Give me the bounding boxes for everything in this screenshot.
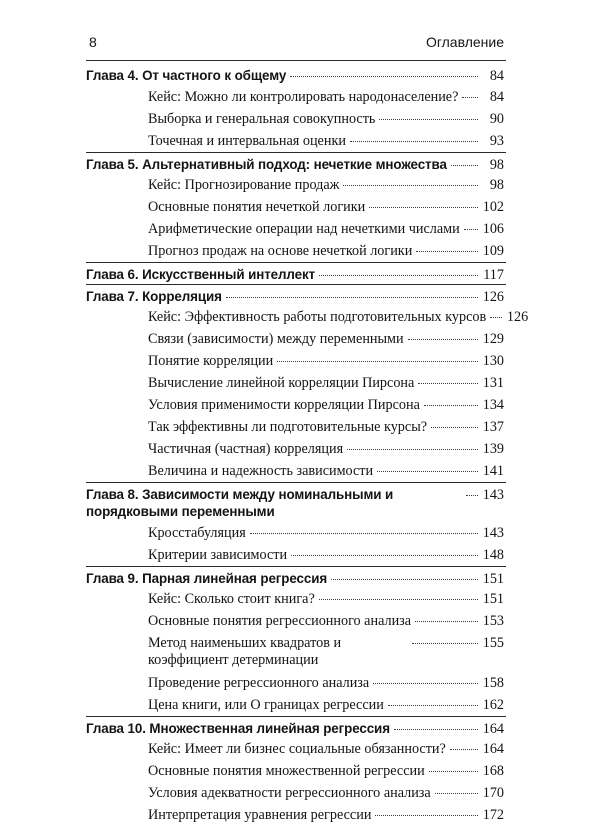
dot-leader [250, 532, 478, 534]
section-title: Критерии зависимости [148, 547, 288, 563]
page-ref: 130 [482, 353, 504, 369]
section-title: Кейс: Сколько стоит книга? [148, 591, 315, 607]
dot-leader [408, 338, 478, 340]
dot-leader [369, 206, 478, 208]
dot-leader [429, 770, 478, 772]
page-ref: 151 [482, 591, 504, 607]
toc-chapter-10[interactable] [86, 716, 506, 738]
toc-section[interactable] [86, 694, 506, 716]
toc-section[interactable] [86, 782, 506, 804]
toc-section[interactable] [86, 86, 506, 108]
toc-section[interactable] [86, 544, 506, 566]
toc-chapter-9[interactable] [86, 566, 506, 588]
page-ref: 164 [482, 721, 504, 737]
page-number: 8 [89, 34, 97, 50]
dot-leader [375, 814, 478, 816]
page-ref: 155 [482, 635, 504, 651]
page-ref: 93 [489, 133, 504, 149]
toc-section[interactable] [86, 130, 506, 152]
page-ref: 109 [482, 243, 504, 259]
dot-leader [343, 184, 478, 186]
section-title: Выборка и генеральная совокупность [148, 111, 376, 127]
page-ref: 137 [482, 419, 504, 435]
page-ref: 126 [482, 289, 504, 305]
page-ref: 102 [482, 199, 504, 215]
section-title: Основные понятия регрессионного анализа [148, 613, 412, 629]
section-title: Кейс: Можно ли контролировать народонаселение? [148, 89, 459, 105]
page-ref: 134 [482, 397, 504, 413]
toc-chapter-4[interactable] [86, 64, 506, 86]
section-title: Основные понятия множественной регрессии [148, 763, 425, 779]
dot-leader [350, 140, 478, 142]
dot-leader [431, 426, 478, 428]
toc-section[interactable] [86, 328, 506, 350]
chapter-title: Глава 7. Корреляция [86, 289, 222, 304]
chapter-title: Глава 5. Альтернативный подход: нечеткие множества [86, 157, 447, 172]
toc-section[interactable] [86, 372, 506, 394]
toc-section[interactable] [86, 632, 506, 672]
page-ref: 84 [489, 68, 504, 84]
toc-section[interactable] [86, 610, 506, 632]
dot-leader [464, 228, 478, 230]
page-ref: 162 [482, 697, 504, 713]
toc-chapter-8[interactable] [86, 482, 506, 522]
page-ref: 164 [482, 741, 504, 757]
section-title: Кейс: Имеет ли бизнес социальные обязанности? [148, 741, 446, 757]
toc-section[interactable] [86, 522, 506, 544]
toc-section[interactable] [86, 174, 506, 196]
toc-section[interactable] [86, 588, 506, 610]
section-title: Прогноз продаж на основе нечеткой логики [148, 243, 413, 259]
toc-section[interactable] [86, 218, 506, 240]
dot-leader [291, 554, 478, 556]
dot-leader [347, 448, 478, 450]
section-title: Метод наименьших квадратов и коэффициент детерминации [148, 635, 342, 668]
toc-section[interactable] [86, 240, 506, 262]
dot-leader [415, 620, 478, 622]
dot-leader [424, 404, 478, 406]
page-ref: 143 [482, 487, 504, 503]
section-title: Арифметические операции над нечеткими числами [148, 221, 460, 237]
dot-leader [466, 494, 478, 496]
section-title: Кейс: Прогнозирование продаж [148, 177, 340, 193]
page-ref: 117 [483, 267, 504, 283]
section-title: Вычисление линейной корреляции Пирсона [148, 375, 415, 391]
section-title: Так эффективны ли подготовительные курсы? [148, 419, 428, 435]
chapter-title: Глава 8. Зависимости между номинальными и порядковыми переменными [86, 487, 394, 519]
page-ref: 141 [482, 463, 504, 479]
dot-leader [226, 296, 478, 298]
page-ref: 129 [482, 331, 504, 347]
page-ref: 148 [482, 547, 504, 563]
toc-section[interactable] [86, 394, 506, 416]
chapter-title: Глава 4. От частного к общему [86, 68, 287, 83]
toc-section[interactable] [86, 760, 506, 782]
page-ref: 84 [489, 89, 504, 105]
chapter-title: Глава 6. Искусственный интеллект [86, 267, 316, 282]
section-title: Цена книги, или О границах регрессии [148, 697, 384, 713]
toc-chapter-7[interactable] [86, 284, 506, 306]
section-title: Связи (зависимости) между переменными [148, 331, 404, 347]
page-ref: 98 [489, 157, 504, 173]
dot-leader [373, 682, 478, 684]
page-ref: 172 [482, 807, 504, 823]
page-ref: 139 [482, 441, 504, 457]
section-title: Понятие корреляции [148, 353, 274, 369]
page-ref: 143 [482, 525, 504, 541]
dot-leader [379, 118, 478, 120]
section-title: Величина и надежность зависимости [148, 463, 374, 479]
section-title: Условия адекватности регрессионного анализа [148, 785, 431, 801]
dot-leader [394, 728, 478, 730]
section-title: Точечная и интервальная оценки [148, 133, 346, 149]
dot-leader [319, 274, 478, 276]
toc-section[interactable] [86, 350, 506, 372]
toc-section[interactable] [86, 672, 506, 694]
dot-leader [451, 164, 478, 166]
chapter-title: Глава 10. Множественная линейная регрессия [86, 721, 390, 736]
toc-section[interactable] [86, 196, 506, 218]
toc-section[interactable] [86, 416, 506, 438]
dot-leader [416, 250, 478, 252]
table-of-contents [86, 64, 529, 826]
section-title: Интерпретация уравнения регрессии [148, 807, 372, 823]
toc-section[interactable] [86, 804, 506, 826]
section-title: Оглавление [425, 34, 504, 50]
dot-leader [435, 792, 478, 794]
toc-section[interactable] [86, 108, 506, 130]
dot-leader [388, 704, 478, 706]
dot-leader [377, 470, 478, 472]
toc-chapter-6[interactable] [86, 262, 506, 284]
section-title: Проведение регрессионного анализа [148, 675, 370, 691]
page-ref: 90 [489, 111, 504, 127]
page-ref: 126 [506, 309, 529, 325]
page-ref: 158 [482, 675, 504, 691]
page-ref: 98 [489, 177, 504, 193]
section-title: Частичная (частная) корреляция [148, 441, 344, 457]
section-title: Кейс: Эффективность работы подготовительных курсов [148, 309, 487, 325]
running-head [86, 32, 506, 56]
header-divider [86, 60, 506, 61]
page-ref: 168 [482, 763, 504, 779]
chapter-title: Глава 9. Парная линейная регрессия [86, 571, 328, 586]
section-title: Кросстабуляция [148, 525, 246, 541]
dot-leader [462, 96, 478, 98]
page-ref: 153 [482, 613, 504, 629]
dot-leader [277, 360, 478, 362]
page-ref: 131 [482, 375, 504, 391]
toc-section[interactable] [86, 438, 506, 460]
section-title: Условия применимости корреляции Пирсона [148, 397, 420, 413]
toc-chapter-5[interactable] [86, 152, 506, 174]
dot-leader [412, 642, 478, 644]
section-title: Основные понятия нечеткой логики [148, 199, 366, 215]
dot-leader [331, 578, 478, 580]
page-ref: 106 [482, 221, 504, 237]
page-ref: 170 [482, 785, 504, 801]
dot-leader [490, 316, 502, 318]
dot-leader [290, 75, 478, 77]
toc-section[interactable] [86, 738, 506, 760]
page-ref: 151 [482, 571, 504, 587]
dot-leader [319, 598, 478, 600]
dot-leader [418, 382, 478, 384]
toc-section[interactable] [86, 306, 529, 328]
toc-section[interactable] [86, 460, 506, 482]
